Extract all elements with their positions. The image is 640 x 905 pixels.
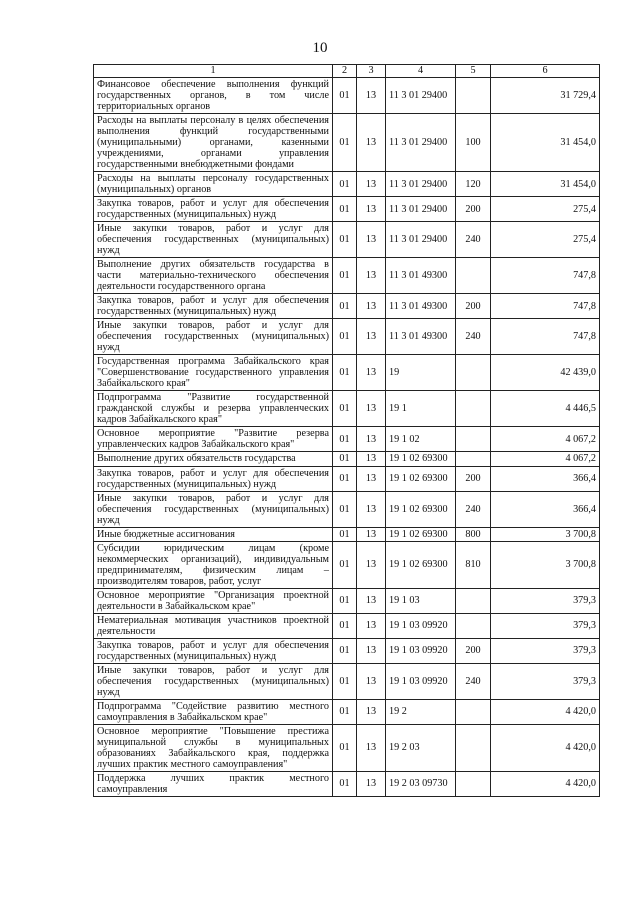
row-section-cell: 01 xyxy=(333,724,357,771)
row-name-cell: Расходы на выплаты персоналу государственных (муниципальных) органов xyxy=(94,172,333,197)
row-expense-type-cell: 810 xyxy=(456,541,491,588)
row-name-cell: Закупка товаров, работ и услуг для обеспечения государственных (муниципальных) нужд xyxy=(94,638,333,663)
row-target-article-cell: 19 2 xyxy=(386,699,456,724)
row-expense-type-cell xyxy=(456,427,491,452)
row-subsection-cell: 13 xyxy=(357,771,386,796)
row-expense-type-cell: 200 xyxy=(456,197,491,222)
table-row xyxy=(94,355,600,391)
row-amount-cell: 379,3 xyxy=(491,613,600,638)
row-target-article-cell: 11 3 01 29400 xyxy=(386,78,456,114)
row-name-cell: Подпрограмма "Развитие государственной гражданской службы и резерва управленческих кадров Забайкальского края" xyxy=(94,391,333,427)
header-col-3: 3 xyxy=(357,65,386,78)
row-expense-type-cell: 200 xyxy=(456,294,491,319)
row-section-cell: 01 xyxy=(333,294,357,319)
row-name-cell: Закупка товаров, работ и услуг для обеспечения государственных (муниципальных) нужд xyxy=(94,294,333,319)
row-name-cell: Расходы на выплаты персоналу в целях обеспечения выполнения функций государственными (муниципальными) органами, казенными учреждениями, органами управления государственными внебюджетными фондами xyxy=(94,114,333,172)
page-number: 10 xyxy=(312,40,328,56)
row-amount-cell: 31 729,4 xyxy=(491,78,600,114)
row-name-cell: Выполнение других обязательств государства xyxy=(94,452,333,466)
row-section-cell: 01 xyxy=(333,172,357,197)
row-amount-cell: 747,8 xyxy=(491,258,600,294)
row-subsection-cell: 13 xyxy=(357,78,386,114)
table-row xyxy=(94,427,600,452)
row-section-cell: 01 xyxy=(333,466,357,491)
table-row xyxy=(94,452,600,466)
table-row xyxy=(94,391,600,427)
table-row xyxy=(94,172,600,197)
row-amount-cell: 4 067,2 xyxy=(491,452,600,466)
table-row xyxy=(94,114,600,172)
row-section-cell: 01 xyxy=(333,527,357,541)
row-section-cell: 01 xyxy=(333,541,357,588)
row-name-cell: Закупка товаров, работ и услуг для обеспечения государственных (муниципальных) нужд xyxy=(94,197,333,222)
row-target-article-cell: 11 3 01 49300 xyxy=(386,319,456,355)
row-section-cell: 01 xyxy=(333,355,357,391)
row-expense-type-cell: 240 xyxy=(456,319,491,355)
row-amount-cell: 275,4 xyxy=(491,197,600,222)
row-name-cell: Государственная программа Забайкальского края "Совершенствование государственного управления Забайкальского края" xyxy=(94,355,333,391)
row-amount-cell: 747,8 xyxy=(491,294,600,319)
row-target-article-cell: 19 1 02 69300 xyxy=(386,452,456,466)
row-name-cell: Выполнение других обязательств государства в части материально-технического обеспечения деятельности государственного органа xyxy=(94,258,333,294)
row-amount-cell: 4 420,0 xyxy=(491,724,600,771)
row-amount-cell: 42 439,0 xyxy=(491,355,600,391)
row-amount-cell: 379,3 xyxy=(491,663,600,699)
header-col-2: 2 xyxy=(333,65,357,78)
row-subsection-cell: 13 xyxy=(357,699,386,724)
row-name-cell: Иные закупки товаров, работ и услуг для обеспечения государственных (муниципальных) нужд xyxy=(94,491,333,527)
row-expense-type-cell: 240 xyxy=(456,491,491,527)
row-amount-cell: 4 446,5 xyxy=(491,391,600,427)
row-name-cell: Закупка товаров, работ и услуг для обеспечения государственных (муниципальных) нужд xyxy=(94,466,333,491)
row-section-cell: 01 xyxy=(333,452,357,466)
row-target-article-cell: 19 2 03 09730 xyxy=(386,771,456,796)
row-expense-type-cell xyxy=(456,355,491,391)
row-section-cell: 01 xyxy=(333,771,357,796)
row-target-article-cell: 19 1 03 09920 xyxy=(386,638,456,663)
table-row xyxy=(94,319,600,355)
row-section-cell: 01 xyxy=(333,638,357,663)
row-amount-cell: 379,3 xyxy=(491,588,600,613)
table-row xyxy=(94,613,600,638)
row-expense-type-cell xyxy=(456,258,491,294)
row-section-cell: 01 xyxy=(333,319,357,355)
row-amount-cell: 4 067,2 xyxy=(491,427,600,452)
row-subsection-cell: 13 xyxy=(357,588,386,613)
row-name-cell: Иные закупки товаров, работ и услуг для обеспечения государственных (муниципальных) нужд xyxy=(94,222,333,258)
row-target-article-cell: 19 1 02 69300 xyxy=(386,527,456,541)
row-target-article-cell: 19 1 02 69300 xyxy=(386,466,456,491)
row-target-article-cell: 19 2 03 xyxy=(386,724,456,771)
row-subsection-cell: 13 xyxy=(357,613,386,638)
row-target-article-cell: 19 1 02 69300 xyxy=(386,491,456,527)
row-name-cell: Поддержка лучших практик местного самоуправления xyxy=(94,771,333,796)
header-col-1: 1 xyxy=(94,65,333,78)
row-subsection-cell: 13 xyxy=(357,391,386,427)
row-expense-type-cell: 200 xyxy=(456,638,491,663)
row-amount-cell: 31 454,0 xyxy=(491,172,600,197)
row-amount-cell: 3 700,8 xyxy=(491,527,600,541)
row-expense-type-cell xyxy=(456,452,491,466)
header-col-6: 6 xyxy=(491,65,600,78)
row-expense-type-cell: 800 xyxy=(456,527,491,541)
table-header-row xyxy=(94,65,600,78)
row-section-cell: 01 xyxy=(333,588,357,613)
row-subsection-cell: 13 xyxy=(357,294,386,319)
row-subsection-cell: 13 xyxy=(357,355,386,391)
table-row xyxy=(94,491,600,527)
row-amount-cell: 366,4 xyxy=(491,491,600,527)
row-name-cell: Основное мероприятие "Повышение престижа муниципальной службы в муниципальных образованиях Забайкальского края, поддержка лучших практик местного самоуправления" xyxy=(94,724,333,771)
row-target-article-cell: 11 3 01 29400 xyxy=(386,222,456,258)
row-subsection-cell: 13 xyxy=(357,466,386,491)
row-expense-type-cell: 120 xyxy=(456,172,491,197)
row-expense-type-cell: 200 xyxy=(456,466,491,491)
row-target-article-cell: 19 1 02 xyxy=(386,427,456,452)
row-section-cell: 01 xyxy=(333,78,357,114)
row-target-article-cell: 11 3 01 49300 xyxy=(386,258,456,294)
row-target-article-cell: 19 1 03 09920 xyxy=(386,663,456,699)
row-expense-type-cell xyxy=(456,771,491,796)
row-amount-cell: 275,4 xyxy=(491,222,600,258)
row-target-article-cell: 19 1 02 69300 xyxy=(386,541,456,588)
row-amount-cell: 747,8 xyxy=(491,319,600,355)
row-section-cell: 01 xyxy=(333,663,357,699)
row-expense-type-cell xyxy=(456,588,491,613)
row-amount-cell: 3 700,8 xyxy=(491,541,600,588)
table-row xyxy=(94,197,600,222)
row-subsection-cell: 13 xyxy=(357,197,386,222)
row-target-article-cell: 19 xyxy=(386,355,456,391)
row-name-cell: Финансовое обеспечение выполнения функций государственных органов, в том числе территориальных органов xyxy=(94,78,333,114)
row-section-cell: 01 xyxy=(333,699,357,724)
row-subsection-cell: 13 xyxy=(357,172,386,197)
row-amount-cell: 4 420,0 xyxy=(491,771,600,796)
row-section-cell: 01 xyxy=(333,613,357,638)
row-amount-cell: 366,4 xyxy=(491,466,600,491)
row-expense-type-cell xyxy=(456,78,491,114)
row-subsection-cell: 13 xyxy=(357,114,386,172)
row-amount-cell: 379,3 xyxy=(491,638,600,663)
row-name-cell: Нематериальная мотивация участников проектной деятельности xyxy=(94,613,333,638)
row-name-cell: Субсидии юридическим лицам (кроме некоммерческих организаций), индивидуальным предпринимателям, физическим лицам – производителям товаров, работ, услуг xyxy=(94,541,333,588)
row-expense-type-cell xyxy=(456,391,491,427)
row-section-cell: 01 xyxy=(333,427,357,452)
row-amount-cell: 4 420,0 xyxy=(491,699,600,724)
table-row xyxy=(94,294,600,319)
header-col-4: 4 xyxy=(386,65,456,78)
row-expense-type-cell: 100 xyxy=(456,114,491,172)
row-name-cell: Основное мероприятие "Организация проектной деятельности в Забайкальском крае" xyxy=(94,588,333,613)
table-row xyxy=(94,466,600,491)
table-row xyxy=(94,222,600,258)
table-row xyxy=(94,541,600,588)
row-target-article-cell: 11 3 01 29400 xyxy=(386,114,456,172)
table-row xyxy=(94,699,600,724)
table-row xyxy=(94,258,600,294)
row-subsection-cell: 13 xyxy=(357,319,386,355)
row-name-cell: Подпрограмма "Содействие развитию местного самоуправления в Забайкальском крае" xyxy=(94,699,333,724)
row-expense-type-cell: 240 xyxy=(456,222,491,258)
row-name-cell: Иные закупки товаров, работ и услуг для обеспечения государственных (муниципальных) нужд xyxy=(94,319,333,355)
budget-table xyxy=(93,64,600,797)
row-subsection-cell: 13 xyxy=(357,258,386,294)
row-name-cell: Иные бюджетные ассигнования xyxy=(94,527,333,541)
table-row xyxy=(94,78,600,114)
row-section-cell: 01 xyxy=(333,391,357,427)
row-subsection-cell: 13 xyxy=(357,491,386,527)
row-target-article-cell: 11 3 01 49300 xyxy=(386,294,456,319)
row-subsection-cell: 13 xyxy=(357,527,386,541)
table-row xyxy=(94,588,600,613)
row-section-cell: 01 xyxy=(333,491,357,527)
table-row xyxy=(94,724,600,771)
row-subsection-cell: 13 xyxy=(357,638,386,663)
row-subsection-cell: 13 xyxy=(357,663,386,699)
row-amount-cell: 31 454,0 xyxy=(491,114,600,172)
row-subsection-cell: 13 xyxy=(357,427,386,452)
row-expense-type-cell xyxy=(456,613,491,638)
row-section-cell: 01 xyxy=(333,222,357,258)
row-subsection-cell: 13 xyxy=(357,724,386,771)
row-target-article-cell: 19 1 03 09920 xyxy=(386,613,456,638)
row-section-cell: 01 xyxy=(333,258,357,294)
row-subsection-cell: 13 xyxy=(357,222,386,258)
row-target-article-cell: 11 3 01 29400 xyxy=(386,172,456,197)
row-expense-type-cell: 240 xyxy=(456,663,491,699)
row-target-article-cell: 19 1 03 xyxy=(386,588,456,613)
table-row xyxy=(94,527,600,541)
table-row xyxy=(94,663,600,699)
row-section-cell: 01 xyxy=(333,197,357,222)
row-name-cell: Основное мероприятие "Развитие резерва управленческих кадров Забайкальского края" xyxy=(94,427,333,452)
row-target-article-cell: 11 3 01 29400 xyxy=(386,197,456,222)
row-name-cell: Иные закупки товаров, работ и услуг для обеспечения государственных (муниципальных) нужд xyxy=(94,663,333,699)
header-col-5: 5 xyxy=(456,65,491,78)
table-row xyxy=(94,638,600,663)
row-subsection-cell: 13 xyxy=(357,452,386,466)
row-target-article-cell: 19 1 xyxy=(386,391,456,427)
row-expense-type-cell xyxy=(456,699,491,724)
row-subsection-cell: 13 xyxy=(357,541,386,588)
row-section-cell: 01 xyxy=(333,114,357,172)
table-row xyxy=(94,771,600,796)
row-expense-type-cell xyxy=(456,724,491,771)
